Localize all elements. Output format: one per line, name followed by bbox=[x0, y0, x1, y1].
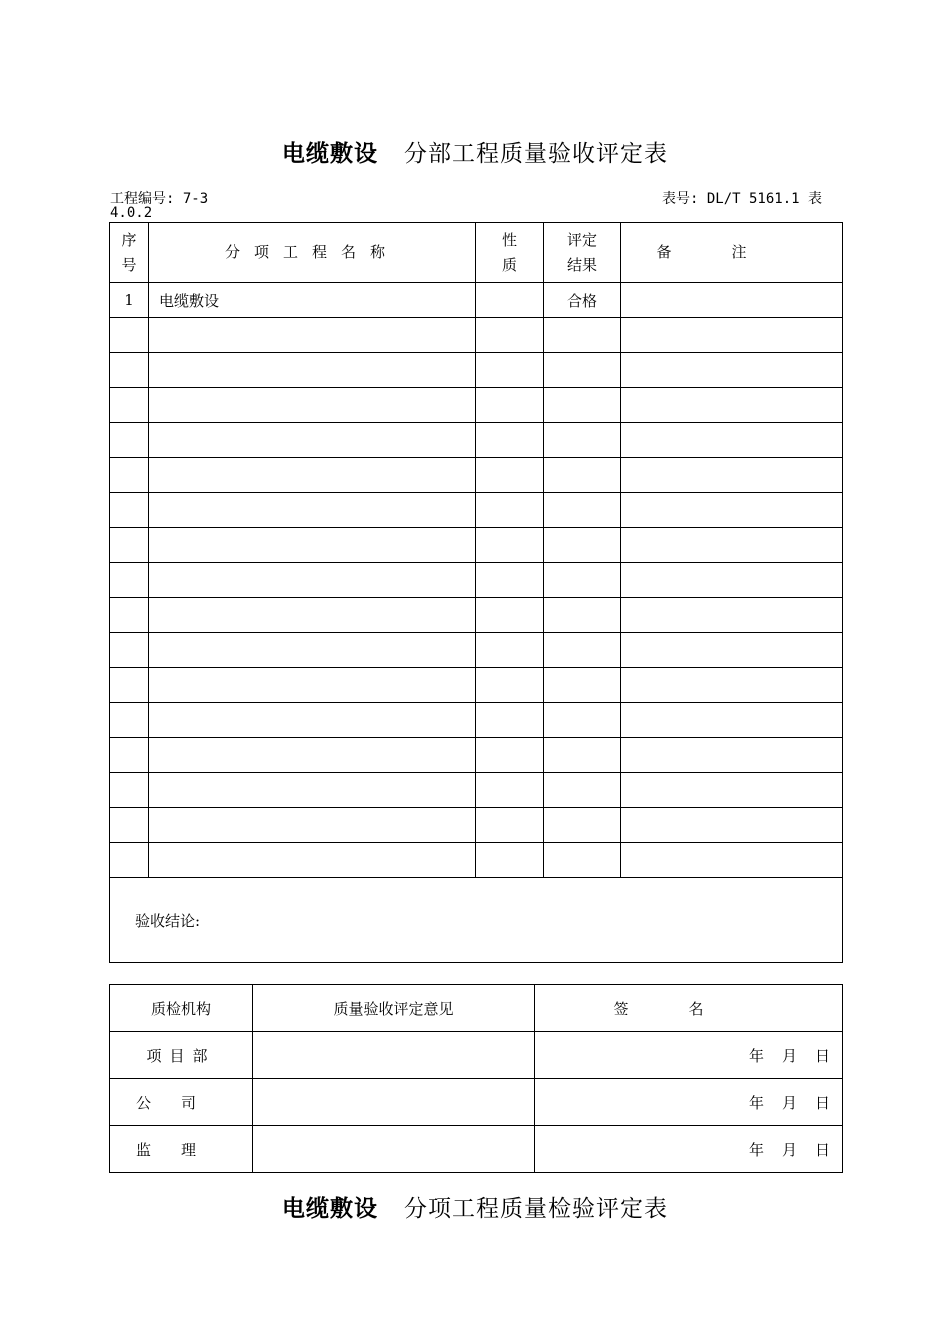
cell bbox=[621, 388, 843, 423]
header-signature: 签名 bbox=[535, 985, 843, 1032]
cell bbox=[476, 808, 544, 843]
cell bbox=[110, 598, 149, 633]
cell bbox=[110, 808, 149, 843]
cell bbox=[621, 843, 843, 878]
table-row bbox=[110, 703, 843, 738]
table-row bbox=[110, 458, 843, 493]
cell bbox=[149, 388, 476, 423]
cell bbox=[110, 633, 149, 668]
opinion-cell bbox=[253, 1079, 535, 1126]
cell bbox=[476, 458, 544, 493]
cell bbox=[544, 493, 621, 528]
cell bbox=[110, 318, 149, 353]
date-cell bbox=[535, 1032, 843, 1079]
cell bbox=[544, 738, 621, 773]
table-row bbox=[110, 423, 843, 458]
cell bbox=[544, 668, 621, 703]
date-cell bbox=[535, 1079, 843, 1126]
opinion-cell bbox=[253, 1032, 535, 1079]
cell bbox=[476, 388, 544, 423]
cell bbox=[476, 353, 544, 388]
cell bbox=[110, 563, 149, 598]
cell bbox=[149, 458, 476, 493]
cell bbox=[110, 528, 149, 563]
month-label: 月 bbox=[781, 1093, 797, 1112]
cell bbox=[544, 808, 621, 843]
cell bbox=[149, 843, 476, 878]
cell bbox=[476, 633, 544, 668]
cell bbox=[110, 458, 149, 493]
table-row bbox=[110, 388, 843, 423]
cell bbox=[621, 318, 843, 353]
cell bbox=[110, 773, 149, 808]
table-row bbox=[110, 283, 843, 318]
cell bbox=[621, 633, 843, 668]
cell bbox=[544, 353, 621, 388]
cell bbox=[476, 528, 544, 563]
cell bbox=[149, 808, 476, 843]
header-name: 分项工程名称 bbox=[149, 223, 476, 283]
table-row bbox=[110, 668, 843, 703]
org-supervision: 监理 bbox=[110, 1126, 253, 1173]
signature-table bbox=[109, 984, 843, 1173]
cell bbox=[110, 353, 149, 388]
cell bbox=[476, 843, 544, 878]
title2-rest-part: 分项工程质量检验评定表 bbox=[404, 1196, 668, 1222]
cell bbox=[110, 493, 149, 528]
cell bbox=[621, 703, 843, 738]
cell bbox=[476, 563, 544, 598]
table-number-continued: 4.0.2 bbox=[110, 205, 153, 221]
row-name: 电缆敷设 bbox=[149, 283, 476, 318]
cell bbox=[621, 808, 843, 843]
cell bbox=[110, 843, 149, 878]
cell bbox=[149, 668, 476, 703]
cell bbox=[544, 843, 621, 878]
month-label: 月 bbox=[781, 1140, 797, 1159]
year-label: 年 bbox=[748, 1046, 764, 1065]
cell bbox=[621, 773, 843, 808]
cell bbox=[621, 738, 843, 773]
next-page-title bbox=[0, 1190, 950, 1223]
table-row bbox=[110, 598, 843, 633]
header-org: 质检机构 bbox=[110, 985, 253, 1032]
signature-row bbox=[110, 1126, 843, 1173]
header-property: 性 质 bbox=[476, 223, 544, 283]
cell bbox=[621, 353, 843, 388]
signature-header-row bbox=[110, 985, 843, 1032]
cell bbox=[476, 773, 544, 808]
header-no: 序 号 bbox=[110, 223, 149, 283]
table-row bbox=[110, 633, 843, 668]
cell bbox=[110, 668, 149, 703]
cell bbox=[110, 423, 149, 458]
table-row bbox=[110, 493, 843, 528]
cell bbox=[149, 598, 476, 633]
header-note: 备注 bbox=[621, 223, 843, 283]
title2-bold-part: 电缆敷设 bbox=[282, 1195, 378, 1222]
cell bbox=[476, 703, 544, 738]
cell bbox=[544, 703, 621, 738]
opinion-cell bbox=[253, 1126, 535, 1173]
cell bbox=[149, 703, 476, 738]
cell bbox=[476, 598, 544, 633]
cell bbox=[110, 738, 149, 773]
table-row bbox=[110, 773, 843, 808]
cell bbox=[544, 458, 621, 493]
date-cell bbox=[535, 1126, 843, 1173]
cell bbox=[544, 563, 621, 598]
cell bbox=[621, 528, 843, 563]
header-result: 评定 结果 bbox=[544, 223, 621, 283]
cell bbox=[544, 423, 621, 458]
title-rest-part: 分部工程质量验收评定表 bbox=[404, 141, 668, 167]
cell bbox=[476, 318, 544, 353]
cell bbox=[149, 633, 476, 668]
table-number: 表号: DL/T 5161.1 表 bbox=[662, 191, 823, 207]
table-row bbox=[110, 353, 843, 388]
cell bbox=[621, 458, 843, 493]
signature-row bbox=[110, 1032, 843, 1079]
org-company: 公司 bbox=[110, 1079, 253, 1126]
cell bbox=[544, 633, 621, 668]
cell bbox=[621, 423, 843, 458]
cell bbox=[476, 668, 544, 703]
cell bbox=[476, 738, 544, 773]
cell bbox=[149, 493, 476, 528]
table-row bbox=[110, 808, 843, 843]
cell bbox=[621, 598, 843, 633]
cell bbox=[544, 773, 621, 808]
cell bbox=[149, 423, 476, 458]
cell bbox=[110, 388, 149, 423]
cell bbox=[621, 668, 843, 703]
year-label: 年 bbox=[748, 1140, 764, 1159]
project-number: 工程编号: 7-3 bbox=[110, 191, 209, 207]
sub-item-table bbox=[109, 222, 843, 963]
cell bbox=[110, 703, 149, 738]
table-row bbox=[110, 843, 843, 878]
row-result: 合格 bbox=[544, 283, 621, 318]
month-label: 月 bbox=[781, 1046, 797, 1065]
day-label: 日 bbox=[814, 1046, 830, 1065]
signature-row bbox=[110, 1079, 843, 1126]
table-row bbox=[110, 563, 843, 598]
cell bbox=[544, 388, 621, 423]
cell bbox=[544, 318, 621, 353]
conclusion-row bbox=[110, 878, 843, 963]
row-property bbox=[476, 283, 544, 318]
cell bbox=[149, 738, 476, 773]
row-no: 1 bbox=[110, 283, 149, 318]
row-note bbox=[621, 283, 843, 318]
table-row bbox=[110, 528, 843, 563]
day-label: 日 bbox=[814, 1093, 830, 1112]
conclusion-label: 验收结论: bbox=[110, 878, 843, 963]
cell bbox=[149, 773, 476, 808]
day-label: 日 bbox=[814, 1140, 830, 1159]
cell bbox=[149, 563, 476, 598]
cell bbox=[476, 423, 544, 458]
cell bbox=[149, 353, 476, 388]
cell bbox=[476, 493, 544, 528]
cell bbox=[621, 493, 843, 528]
cell bbox=[621, 563, 843, 598]
cell bbox=[149, 318, 476, 353]
page-title bbox=[0, 135, 950, 168]
org-project-dept: 项目部 bbox=[110, 1032, 253, 1079]
cell bbox=[544, 598, 621, 633]
title-bold-part: 电缆敷设 bbox=[282, 140, 378, 167]
table-row bbox=[110, 318, 843, 353]
table-header-row bbox=[110, 223, 843, 283]
header-opinion: 质量验收评定意见 bbox=[253, 985, 535, 1032]
cell bbox=[149, 528, 476, 563]
cell bbox=[544, 528, 621, 563]
year-label: 年 bbox=[748, 1093, 764, 1112]
table-row bbox=[110, 738, 843, 773]
